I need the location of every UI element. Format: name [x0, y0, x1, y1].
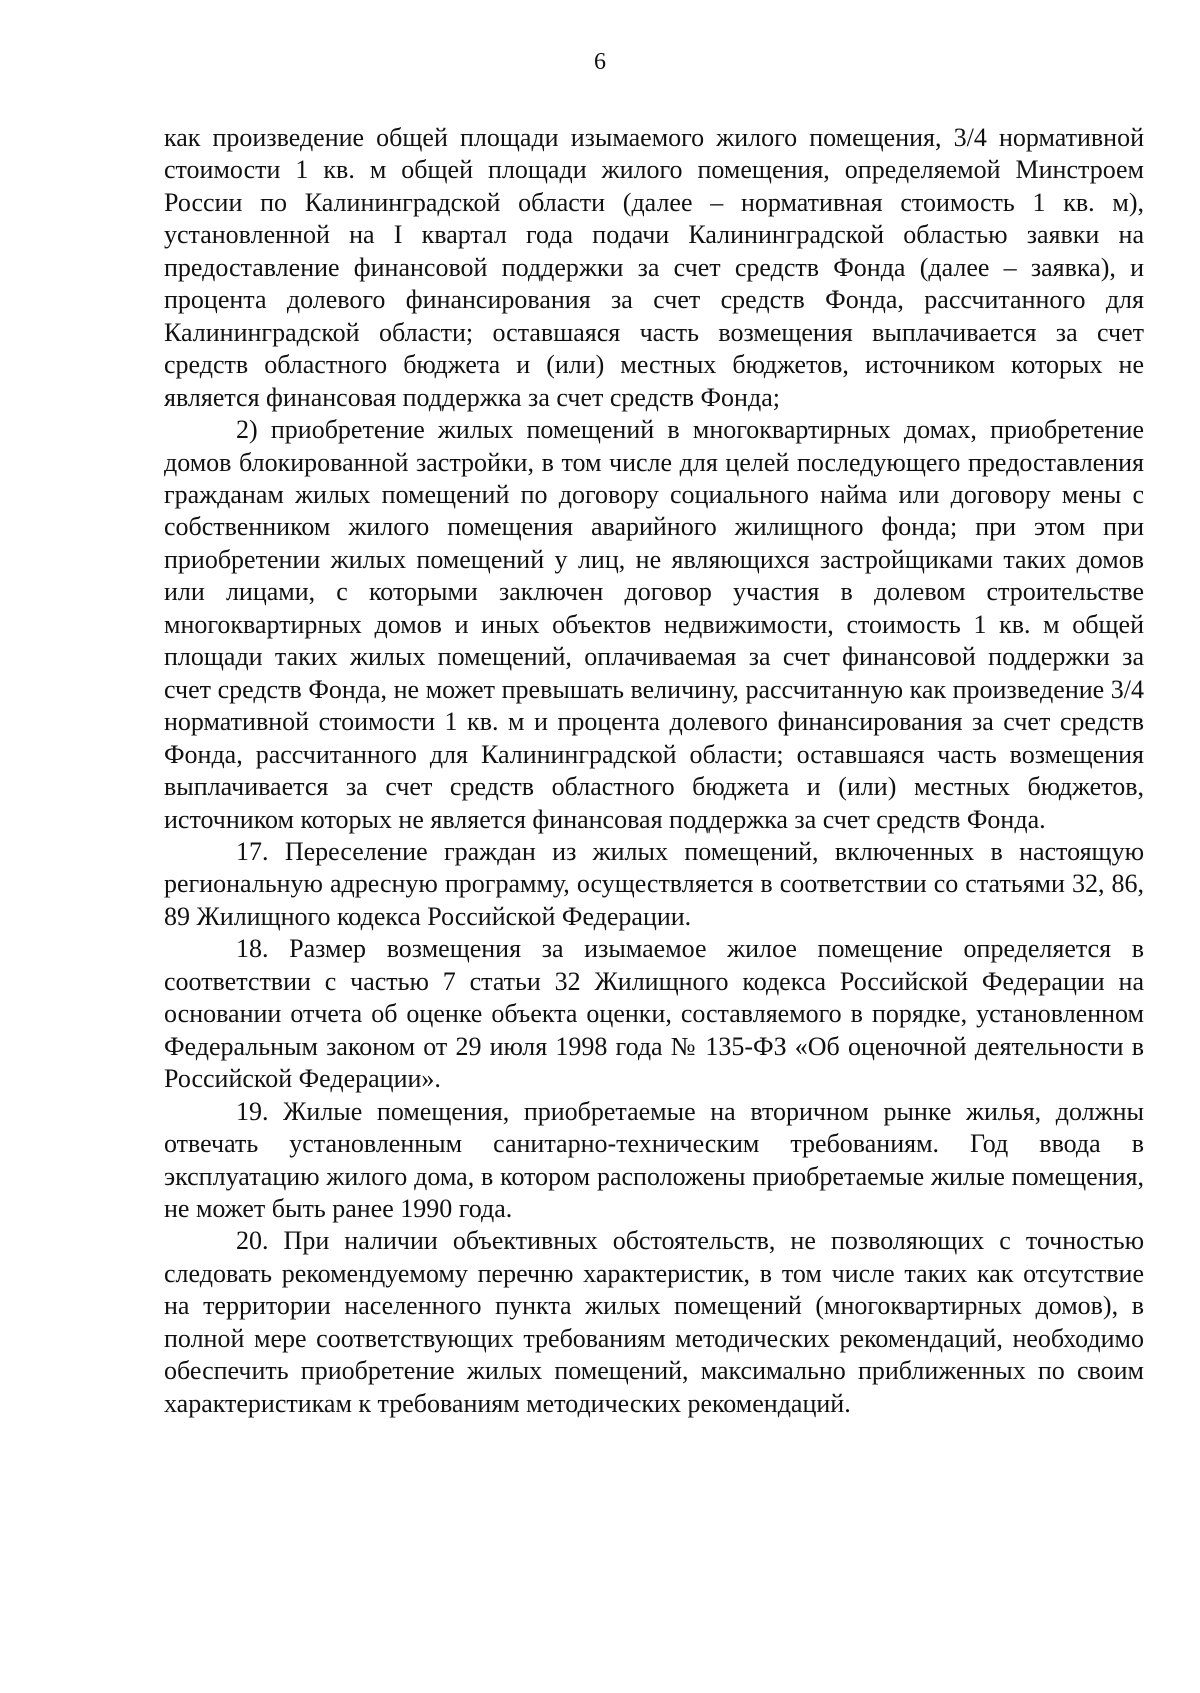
paragraph-continuation: как произведение общей площади изымаемого жилого помещения, 3/4 нормативной стоимости 1 кв. м общей площади жилого помещения, определяемой Минстроем России по Калининградской области (далее – нормативная стоимость 1 кв. м), установленной на I квартал года подачи Калининградской областью заявки на предоставление финансовой поддержки за счет средств Фонда (далее – заявка), и процента долевого финансирования за счет средств Фонда, рассчитанного для Калининградской области; оставшаяся часть возмещения выплачивается за счет средств областного бюджета и (или) местных бюджетов, источником которых не является финансовая поддержка за счет средств Фонда; — [164, 123, 1144, 412]
document-body — [164, 122, 1144, 1420]
paragraph-19: 19. Жилые помещения, приобретаемые на вторичном рынке жилья, должны отвечать установленным санитарно-техническим требованиям. Год ввода в эксплуатацию жилого дома, в котором расположены приобретаемые жилые помещения, не может быть ранее 1990 года. — [164, 1096, 1144, 1223]
paragraph-item-2: 2) приобретение жилых помещений в многоквартирных домах, приобретение домов блокированной застройки, в том числе для целей последующего предоставления гражданам жилых помещений по договору социального найма или договору мены с собственником жилого помещения аварийного жилищного фонда; при этом при приобретении жилых помещений у лиц, не являющихся застройщиками таких домов или лицами, с которыми заключен договор участия в долевом строительстве многоквартирных домов и иных объектов недвижимости, стоимость 1 кв. м общей площади таких жилых помещений, оплачиваемая за счет финансовой поддержки за счет средств Фонда, не может превышать величину, рассчитанную как произведение 3/4 нормативной стоимости 1 кв. м и процента долевого финансирования за счет средств Фонда, рассчитанного для Калининградской области; оставшаяся часть возмещения выплачивается за счет средств областного бюджета и (или) местных бюджетов, источником которых не является финансовая поддержка за счет средств Фонда. — [164, 415, 1144, 834]
page-number: 6 — [594, 49, 606, 75]
paragraph-17: 17. Переселение граждан из жилых помещений, включенных в настоящую региональную адресную программу, осуществляется в соответствии со статьями 32, 86, 89 Жилищного кодекса Российской Федерации. — [164, 836, 1144, 931]
paragraph-20: 20. При наличии объективных обстоятельств, не позволяющих с точностью следовать рекомендуемому перечню характеристик, в том числе таких как отсутствие на территории населенного пункта жилых помещений (многоквартирных домов), в полной мере соответствующих требованиям методических рекомендаций, необходимо обеспечить приобретение жилых помещений, максимально приближенных по своим характеристикам к требованиям методических рекомендаций. — [164, 1226, 1144, 1418]
paragraph-18: 18. Размер возмещения за изымаемое жилое помещение определяется в соответствии с частью 7 статьи 32 Жилищного кодекса Российской Федерации на основании отчета об оценке объекта оценки, составляемого в порядке, установленном Федеральным законом от 29 июля 1998 года № 135-ФЗ «Об оценочной деятельности в Российской Федерации». — [164, 934, 1144, 1094]
